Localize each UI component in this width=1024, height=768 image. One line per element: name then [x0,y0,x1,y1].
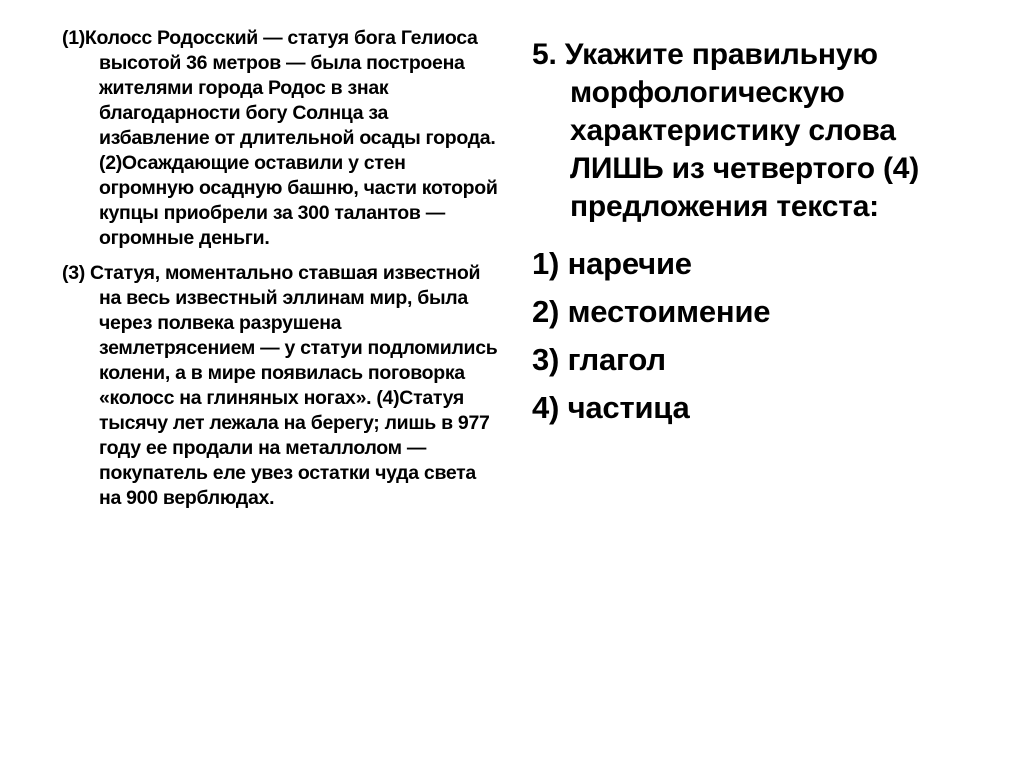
answer-option-1: 1) наречие [532,246,692,281]
text-paragraph-3-4: (3) Статуя, моментально ставшая известной на весь известный эллинам мир, была через полвека разрушена землетрясением — у статуи подломились колени, а в мире появилась поговорка «колосс на глиняных ногах». (4)Статуя тысячу лет лежала на берегу; лишь в 977 году ее продали на металлолом — покупатель еле увез остатки чуда света на 900 верблюдах. [62,262,498,509]
source-text [62,26,502,521]
task-block [532,36,982,432]
answer-option-3: 3) глагол [532,342,666,377]
answer-option-2: 2) местоимение [532,294,771,329]
text-paragraph-1-2: (1)Колосс Родосский — статуя бога Гелиоса высотой 36 метров — была построена жителями города Родос в знак благодарности богу Солнца за избавление от длительной осады города. (2)Осаждающие оставили у стен огромную осадную башню, части которой купцы приобрели за 300 талантов — огромные деньги. [62,27,498,249]
answer-option-4: 4) частица [532,390,690,425]
answer-options [532,240,982,432]
task-question: 5. Укажите правильную морфологическую характеристику слова ЛИШЬ из четвертого (4) предложения текста: [532,38,920,223]
